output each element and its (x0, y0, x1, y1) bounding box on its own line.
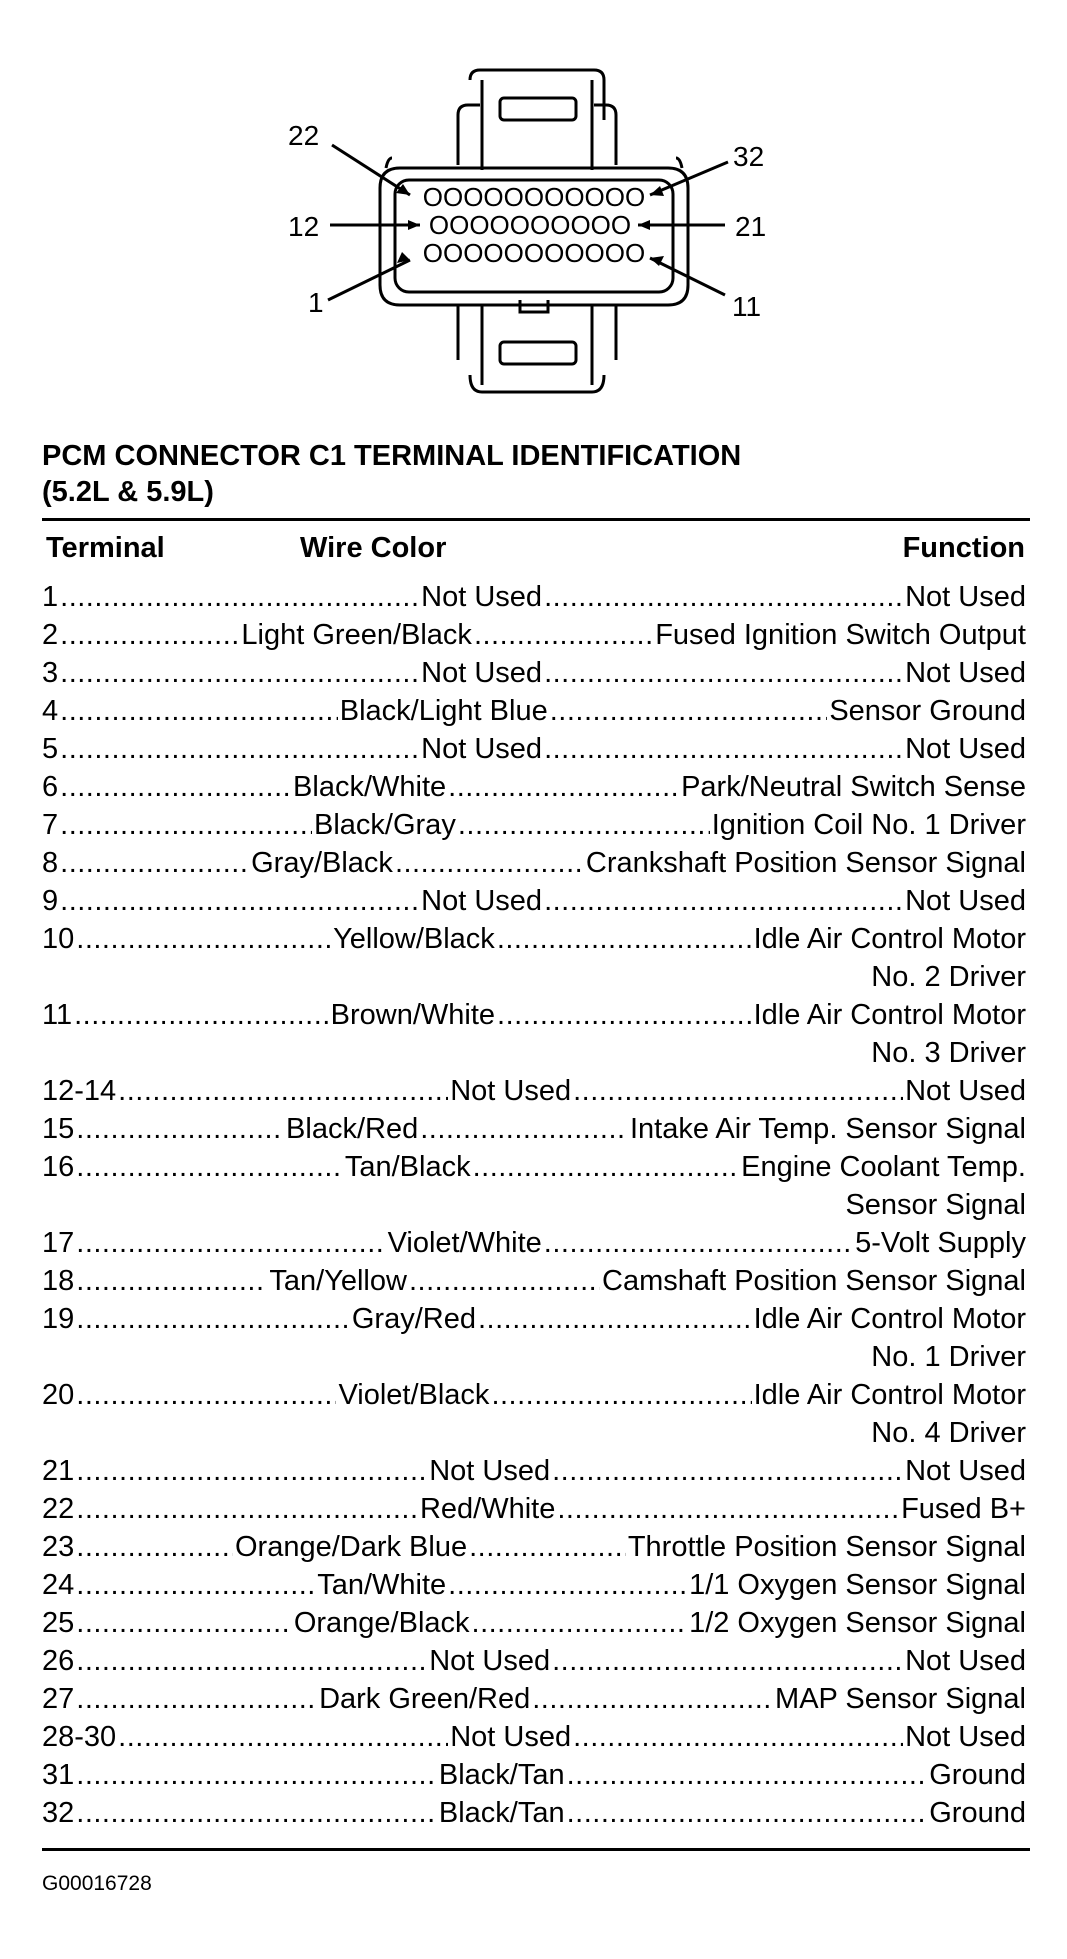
function-cell: MAP Sensor Signal (775, 1683, 1026, 1715)
leader-dots (76, 1452, 427, 1490)
leader-dots (473, 1148, 740, 1186)
function-cell: Not Used (905, 657, 1026, 689)
leader-dots (60, 844, 249, 882)
terminal-cell: 6 (42, 771, 59, 803)
table-row (42, 730, 1026, 768)
terminal-cell: 26 (42, 1645, 75, 1677)
leader-dots (550, 692, 828, 730)
function-cell: Not Used (905, 1721, 1026, 1753)
function-continuation: No. 1 Driver (871, 1341, 1026, 1373)
wire-color-cell: Yellow/Black (333, 923, 495, 955)
function-cell: Engine Coolant Temp. (741, 1151, 1026, 1183)
pin-row-middle: OOOOOOOOOO (428, 210, 632, 240)
table-row (42, 1300, 1026, 1376)
callout-32: 32 (733, 141, 765, 172)
function-cell: Ignition Coil No. 1 Driver (711, 809, 1026, 841)
function-cell: 1/2 Oxygen Sensor Signal (689, 1607, 1026, 1639)
bottom-rule (42, 1848, 1030, 1851)
wire-color-cell: Black/Light Blue (339, 695, 548, 727)
table-row (42, 1262, 1026, 1300)
function-cell: 1/1 Oxygen Sensor Signal (689, 1569, 1026, 1601)
function-cell: Idle Air Control Motor (753, 923, 1026, 955)
wire-color-cell: Black/Red (286, 1113, 419, 1145)
leader-dots (118, 1072, 448, 1110)
wire-color-cell: Not Used (421, 581, 543, 613)
function-cell: Not Used (905, 733, 1026, 765)
wire-color-cell: Not Used (421, 885, 543, 917)
leader-dots (544, 1224, 853, 1262)
table-row (42, 1224, 1026, 1262)
top-rule (42, 518, 1030, 521)
table-row (42, 882, 1026, 920)
wire-color-cell: Black/Tan (438, 1797, 565, 1829)
function-cell: Idle Air Control Motor (753, 999, 1026, 1031)
leader-dots (395, 844, 584, 882)
terminal-cell: 8 (42, 847, 59, 879)
terminal-cell: 32 (42, 1797, 75, 1829)
terminal-cell: 18 (42, 1265, 75, 1297)
pin-row-bottom: OOOOOOOOOOO (422, 238, 646, 268)
terminal-cell: 21 (42, 1455, 75, 1487)
leader-dots (544, 882, 903, 920)
leader-dots (458, 806, 710, 844)
header-terminal: Terminal (46, 532, 165, 564)
top-latch-tab (500, 98, 576, 120)
terminal-cell: 23 (42, 1531, 75, 1563)
leader-dots (76, 1642, 427, 1680)
header-wire-color: Wire Color (300, 532, 447, 564)
leader-dots (76, 1566, 315, 1604)
leader-dots (76, 1490, 418, 1528)
function-cell: Not Used (905, 1455, 1026, 1487)
table-row (42, 1452, 1026, 1490)
terminal-cell: 1 (42, 581, 59, 613)
wire-color-cell: Gray/Red (351, 1303, 476, 1335)
function-continuation: No. 4 Driver (871, 1417, 1026, 1449)
wire-color-cell: Brown/White (330, 999, 496, 1031)
function-cell: Not Used (905, 1075, 1026, 1107)
title-line-1: PCM CONNECTOR C1 TERMINAL IDENTIFICATION (42, 440, 742, 472)
leader-dots (76, 1604, 292, 1642)
wire-color-cell: Violet/Black (338, 1379, 490, 1411)
table-row (42, 1604, 1026, 1642)
table-row (42, 1642, 1026, 1680)
leader-dots (532, 1680, 773, 1718)
wire-color-cell: Not Used (421, 733, 543, 765)
table-row (42, 616, 1026, 654)
leader-dots (60, 806, 312, 844)
leader-dots (469, 1528, 626, 1566)
function-cell: Not Used (905, 885, 1026, 917)
wire-color-cell: Not Used (450, 1721, 572, 1753)
table-row (42, 1148, 1026, 1224)
leader-dots (544, 654, 903, 692)
leader-dots (448, 768, 679, 806)
terminal-cell: 19 (42, 1303, 75, 1335)
leader-dots (448, 1566, 687, 1604)
leader-dots (573, 1072, 903, 1110)
wire-color-cell: Black/White (293, 771, 447, 803)
table-row (42, 1680, 1026, 1718)
leader-dots (118, 1718, 448, 1756)
callout-12: 12 (288, 211, 320, 242)
terminal-table (42, 578, 1026, 1832)
leader-dots (497, 920, 752, 958)
terminal-cell: 28-30 (42, 1721, 117, 1753)
terminal-cell: 7 (42, 809, 59, 841)
function-cell: Ground (929, 1759, 1026, 1791)
wire-color-cell: Violet/White (387, 1227, 542, 1259)
wire-color-cell: Black/Gray (314, 809, 456, 841)
terminal-cell: 20 (42, 1379, 75, 1411)
leader-dots (573, 1718, 903, 1756)
leader-dots (557, 1490, 899, 1528)
leader-dots (76, 1148, 343, 1186)
callout-22: 22 (288, 120, 320, 151)
table-row (42, 806, 1026, 844)
wire-color-cell: Tan/Black (344, 1151, 471, 1183)
function-continuation: No. 2 Driver (871, 961, 1026, 993)
table-row (42, 844, 1026, 882)
function-cell: Not Used (905, 1645, 1026, 1677)
wire-color-cell: Light Green/Black (241, 619, 472, 651)
leader-dots (76, 1224, 385, 1262)
leader-dots (409, 1262, 600, 1300)
leader-dots (552, 1642, 903, 1680)
leader-dots (497, 996, 752, 1034)
wire-color-cell: Tan/White (317, 1569, 447, 1601)
function-cell: Idle Air Control Motor (753, 1379, 1026, 1411)
wire-color-cell: Dark Green/Red (319, 1683, 531, 1715)
leader-dots (60, 616, 239, 654)
function-cell: Intake Air Temp. Sensor Signal (629, 1113, 1026, 1145)
wire-color-cell: Not Used (429, 1455, 551, 1487)
wire-color-cell: Not Used (421, 657, 543, 689)
document-title (42, 438, 1022, 510)
terminal-cell: 17 (42, 1227, 75, 1259)
terminal-cell: 9 (42, 885, 59, 917)
table-row (42, 768, 1026, 806)
terminal-cell: 11 (42, 999, 73, 1031)
table-row (42, 1110, 1026, 1148)
leader-dots (472, 1604, 688, 1642)
leader-dots (552, 1452, 903, 1490)
terminal-cell: 3 (42, 657, 59, 689)
leader-dots (76, 1794, 437, 1832)
function-cell: 5-Volt Supply (855, 1227, 1026, 1259)
wire-color-cell: Orange/Dark Blue (234, 1531, 468, 1563)
leader-dots (491, 1376, 751, 1414)
terminal-cell: 10 (42, 923, 75, 955)
function-cell: Throttle Position Sensor Signal (627, 1531, 1026, 1563)
terminal-cell: 12-14 (42, 1075, 117, 1107)
leader-dots (76, 1376, 336, 1414)
table-row (42, 692, 1026, 730)
function-cell: Ground (929, 1797, 1026, 1829)
leader-dots (60, 730, 419, 768)
leader-dots (544, 578, 903, 616)
terminal-cell: 27 (42, 1683, 75, 1715)
function-continuation: No. 3 Driver (871, 1037, 1026, 1069)
leader-dots (60, 768, 291, 806)
leader-dots (76, 920, 331, 958)
header-function: Function (902, 532, 1025, 564)
terminal-cell: 4 (42, 695, 59, 727)
leader-dots (76, 1110, 284, 1148)
wire-color-cell: Not Used (429, 1645, 551, 1677)
leader-dots (567, 1756, 928, 1794)
terminal-cell: 15 (42, 1113, 75, 1145)
bottom-latch (470, 305, 604, 392)
function-cell: Park/Neutral Switch Sense (681, 771, 1026, 803)
terminal-cell: 22 (42, 1493, 75, 1525)
leader-dots (76, 1262, 267, 1300)
connector-diagram (0, 0, 1067, 400)
leader-dots (76, 1680, 317, 1718)
table-row (42, 578, 1026, 616)
callout-21: 21 (735, 211, 767, 242)
leader-dots (478, 1300, 752, 1338)
function-cell: Camshaft Position Sensor Signal (602, 1265, 1026, 1297)
leader-dots (544, 730, 903, 768)
table-row (42, 654, 1026, 692)
wire-color-cell: Tan/Yellow (269, 1265, 407, 1297)
table-row (42, 1376, 1026, 1452)
bottom-latch-tab (500, 342, 576, 364)
leader-dots (60, 578, 419, 616)
table-row (42, 920, 1026, 996)
leader-dots (420, 1110, 628, 1148)
table-row (42, 1072, 1026, 1110)
figure-code: G00016728 (42, 1872, 152, 1895)
terminal-cell: 24 (42, 1569, 75, 1601)
table-row (42, 996, 1026, 1072)
leader-dots (474, 616, 653, 654)
table-row (42, 1490, 1026, 1528)
terminal-cell: 5 (42, 733, 59, 765)
wire-color-cell: Red/White (419, 1493, 556, 1525)
function-cell: Fused Ignition Switch Output (655, 619, 1026, 651)
table-row (42, 1794, 1026, 1832)
wire-color-cell: Gray/Black (251, 847, 393, 879)
function-cell: Not Used (905, 581, 1026, 613)
callout-1: 1 (308, 287, 324, 318)
table-row (42, 1566, 1026, 1604)
terminal-cell: 25 (42, 1607, 75, 1639)
function-cell: Crankshaft Position Sensor Signal (585, 847, 1026, 879)
leader-dots (76, 1756, 437, 1794)
pin-row-top: OOOOOOOOOOO (422, 182, 646, 212)
leader-dots (60, 882, 419, 920)
function-cell: Idle Air Control Motor (753, 1303, 1026, 1335)
wire-color-cell: Orange/Black (293, 1607, 470, 1639)
wire-color-cell: Not Used (450, 1075, 572, 1107)
terminal-cell: 16 (42, 1151, 75, 1183)
leader-dots (76, 1300, 350, 1338)
leader-dots (76, 1528, 233, 1566)
leader-dots (74, 996, 329, 1034)
function-cell: Sensor Ground (829, 695, 1026, 727)
callout-11: 11 (732, 291, 762, 322)
wire-color-cell: Black/Tan (438, 1759, 565, 1791)
table-row (42, 1756, 1026, 1794)
table-row (42, 1718, 1026, 1756)
leader-dots (567, 1794, 928, 1832)
terminal-cell: 2 (42, 619, 59, 651)
leader-dots (60, 692, 338, 730)
terminal-cell: 31 (42, 1759, 75, 1791)
function-cell: Fused B+ (901, 1493, 1026, 1525)
title-line-2: (5.2L & 5.9L) (42, 476, 214, 508)
function-continuation: Sensor Signal (845, 1189, 1026, 1221)
leader-dots (60, 654, 419, 692)
table-row (42, 1528, 1026, 1566)
